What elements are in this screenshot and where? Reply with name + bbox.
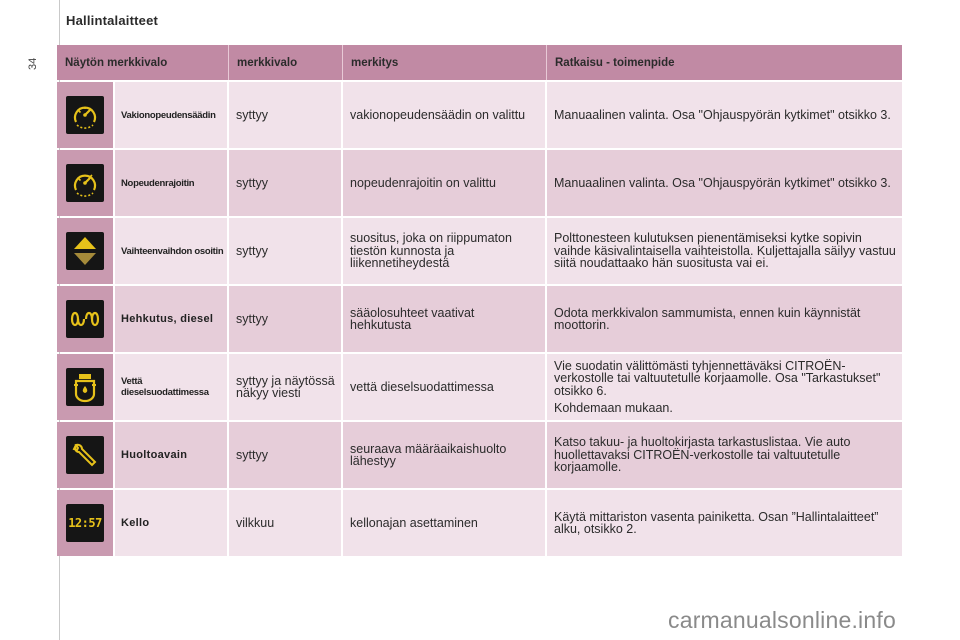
light-action: Polttonesteen kulutuksen pienentämiseksi kytke sopivin vaihde käsivalintaisella vaihteistolla. Kuljettajalla säilyy vastuu siitä noudattaako hän suositusta vai ei. xyxy=(547,218,902,284)
light-name: Nopeudenrajoitin xyxy=(115,150,229,216)
light-state: syttyy xyxy=(229,82,343,148)
glow-plug-icon xyxy=(66,300,104,338)
light-action: Käytä mittariston vasenta painiketta. Osan ”Hallintalaitteet” alku, otsikko 2. xyxy=(547,490,902,556)
light-name: Vakionopeudensäädin xyxy=(115,82,229,148)
service-wrench-icon xyxy=(66,436,104,474)
table-row xyxy=(57,218,902,284)
table-row xyxy=(57,354,902,420)
table-row xyxy=(57,422,902,488)
table-row xyxy=(57,82,902,148)
light-action: Manuaalinen valinta. Osa "Ohjauspyörän kytkimet" otsikko 3. xyxy=(547,82,902,148)
light-meaning: vakionopeudensäädin on valittu xyxy=(343,82,547,148)
light-action: Vie suodatin välittömästi tyhjennettäväksi CITROËN-verkostolle tai valtuutetulle korjaamolle. Osa "Tarkastukset" otsikko 6. Kohdemaan mukaan. xyxy=(547,354,902,420)
light-state: syttyy ja näytössä näkyy viesti xyxy=(229,354,343,420)
header-display-light: Näytön merkkivalo xyxy=(57,45,229,80)
light-name: Vaihteenvaihdon osoitin xyxy=(115,218,229,284)
gear-shift-indicator-icon xyxy=(66,232,104,270)
speed-limiter-icon xyxy=(66,164,104,202)
warning-lights-table xyxy=(57,45,902,556)
light-meaning: sääolosuhteet vaativat hehkutusta xyxy=(343,286,547,352)
cruise-control-icon xyxy=(66,96,104,134)
light-state: vilkkuu xyxy=(229,490,343,556)
light-name: Huoltoavain xyxy=(115,422,229,488)
table-row xyxy=(57,150,902,216)
water-in-diesel-filter-icon xyxy=(66,368,104,406)
light-state: syttyy xyxy=(229,150,343,216)
light-name: Vettä dieselsuodattimessa xyxy=(115,354,229,420)
page-number: 34 xyxy=(27,57,39,70)
header-meaning: merkitys xyxy=(343,45,547,80)
light-state: syttyy xyxy=(229,422,343,488)
light-state: syttyy xyxy=(229,218,343,284)
light-meaning: kellonajan asettaminen xyxy=(343,490,547,556)
section-title: Hallintalaitteet xyxy=(66,13,159,28)
light-meaning: vettä dieselsuodattimessa xyxy=(343,354,547,420)
header-light: merkkivalo xyxy=(229,45,343,80)
light-action: Odota merkkivalon sammumista, ennen kuin käynnistät moottorin. xyxy=(547,286,902,352)
clock-display-digits: 12:57 xyxy=(68,516,102,530)
light-meaning: seuraava määräaikaishuolto lähestyy xyxy=(343,422,547,488)
light-action: Manuaalinen valinta. Osa "Ohjauspyörän kytkimet" otsikko 3. xyxy=(547,150,902,216)
header-action: Ratkaisu - toimenpide xyxy=(555,56,675,69)
light-name: Kello xyxy=(115,490,229,556)
table-row xyxy=(57,490,902,556)
clock-display-icon xyxy=(66,504,104,542)
light-name: Hehkutus, diesel xyxy=(115,286,229,352)
table-header xyxy=(57,45,902,80)
light-state: syttyy xyxy=(229,286,343,352)
light-meaning: suositus, joka on riippumaton tiestön kunnosta ja liikennetiheydestä xyxy=(343,218,547,284)
table-row xyxy=(57,286,902,352)
watermark-text: carmanualsonline.info xyxy=(668,607,896,633)
light-action: Katso takuu- ja huoltokirjasta tarkastuslistaa. Vie auto huollettavaksi CITROËN-verkostolle tai valtuutetulle korjaamolle. xyxy=(547,422,902,488)
light-meaning: nopeudenrajoitin on valittu xyxy=(343,150,547,216)
